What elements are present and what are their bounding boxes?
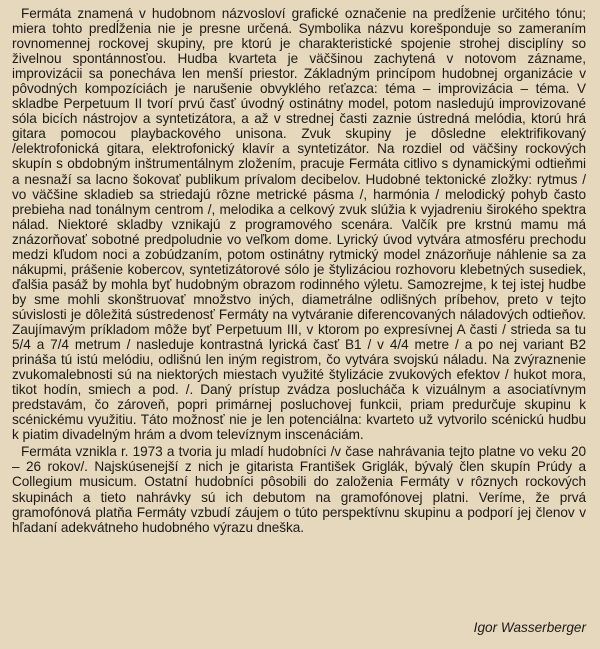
paragraph-history: Fermáta vznikla r. 1973 a tvoria ju mladí hudobníci /v čase nahrávania tejto platne vo veku 20 – 26 rokov/. Najskúsenejší z nich je gitarista František Griglák, bývalý člen skupín Prúdy a Collegium musicum. Ostatní hudobníci pôsobili do založenia Fermáty v rôznych rockových skupinách a tieto nahrávky sú ich debutom na gramofónovej platni. Veríme, že prvá gramofónová platňa Fermáty vzbudí záujem o túto perspektívnu skupinu a podporí jej členov v hľadaní adekvátneho hudobného výrazu dneška. [12,444,586,535]
paragraph-intro: Fermáta znamená v hudobnom názvosloví grafické označenie na predĺženie určitého tónu; miera tohto predĺženia nie je presne určená. Symbolika názvu korešponduje so zameraním rovnomennej rockovej skupiny, pre ktorú je charakteristické spojenie strohej disciplíny so živelnou spontánnosťou. Hudba kvarteta je väčšinou zachytená v notovom zázname, improvizácii sa ponecháva len menší priestor. Základným princípom hudobnej organizácie v pôvodných kompozíciách je narušenie obvyklého reťazca: téma – improvizácia – téma. V skladbe Perpetuum II tvorí prvú časť úvodný ostinátny model, potom nasledujú improvizované sóla bicích nástrojov a syntetizátora, a až v strednej časti zaznie ústredná melódia, ktorú hrá gitara pomocou playbackového unisona. Zvuk skupiny je dôsledne elektrifikovaný /elektrofonická gitara, elektrofonický klavír a syntetizátor. Na rozdiel od väčšiny rockových skupín s obdobným inštrumentálnym zložením, pracuje Fermáta citlivo s dynamickými odtieňmi a nesnaží sa lacno šokovať publikum prívalom decibelov. Hudobné tektonické zložky: rytmus / vo väčšine skladieb sa striedajú rôzne metrické pásma /, harmónia / melodický pohyb často prebieha nad tonálnym centrom /, melodika a celkový zvuk slúžia k vyjadreniu širokého spektra nálad. Niektoré skladby vznikajú z programového scenára. Valčík pre krstnú mamu má znázorňovať sobotné predpoludnie vo veľkom dome. Lyrický úvod vytvára atmosféru prechodu medzi kľudom noci a zobúdzaním, potom ostinátny rytmický model znázorňuje náhlenie sa za nákupmi, prášenie kobercov, syntetizátorové sólo je štylizáciou rozhovoru klebetných susediek, ďalšia pasáž by mohla byť hudobným obrazom rodinného výletu. Samozrejme, k tej istej hudbe by sme mohli skonštruovať množstvo iných, diametrálne odlišných príbehov, preto v tejto súvislosti je dôležitá sústredenosť Fermáty na vytváranie diferencovaných náladových odtieňov. Zaujímavým príkladom môže byť Perpetuum III, v ktorom po expresívnej A časti / strieda sa tu 5/4 a 7/4 metrum / nasleduje kontrastná lyrická časť B1 / v 4/4 metre / a po nej variant B2 prináša tú istú melódiu, odlišnú len iným registrom, čo vytvára svojskú náladu. Na zvýraznenie zvukomalebnosti sú na niektorých miestach využité štylizácie zvukových efektov / hukot mora, tikot hodín, smiech a pod. /. Daný prístup zvádza poslucháča k vizuálnym a asociatívnym predstavám, čo zároveň, popri primárnej posluchovej funkcii, priam predurčuje skupinu k scénickému využitiu. Táto možnosť nie je len potenciálna: kvarteto už vytvorilo scénickú hudbu k piatim divadelným hrám a dvom televíznym inscenáciám. [12,6,586,443]
author-signature: Igor Wasserberger [473,620,586,635]
article-body [12,6,586,535]
